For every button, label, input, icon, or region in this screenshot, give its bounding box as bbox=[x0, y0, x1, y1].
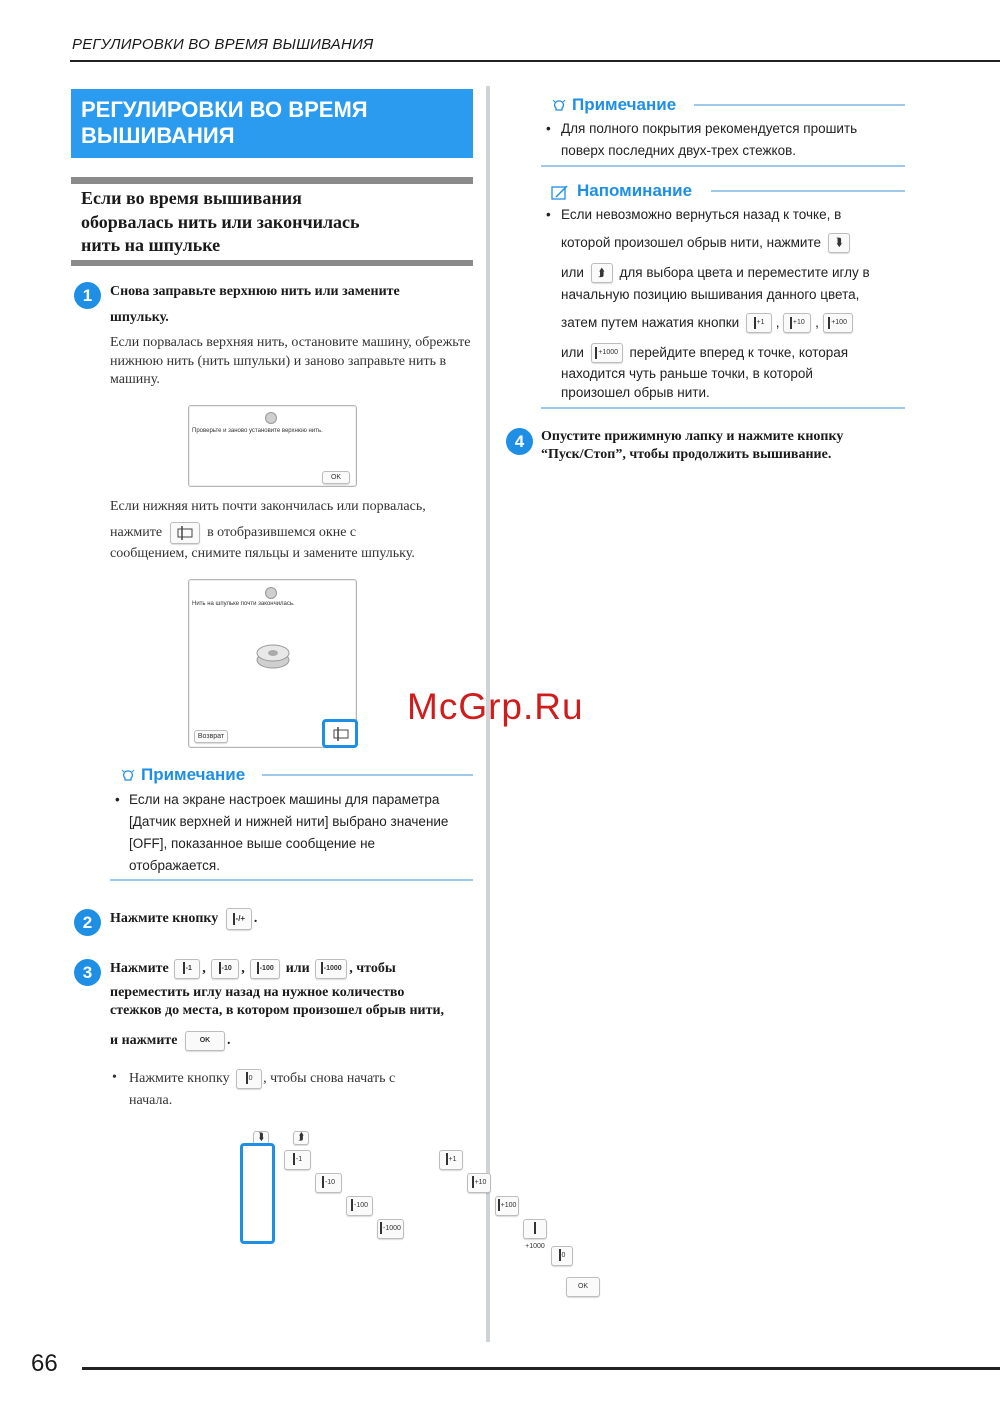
forward-1-label: +1 bbox=[756, 319, 765, 327]
memo-line-4: начальную позицию вышивания данного цвета, bbox=[561, 287, 860, 302]
bullet-pre: Нажмите кнопку bbox=[129, 1071, 230, 1086]
forward-10-label: +10 bbox=[474, 1179, 487, 1186]
memo-l6-pre: или bbox=[561, 345, 584, 360]
step-1-body-2a: Если нижняя нить почти закончилась или порвалась, bbox=[110, 499, 426, 514]
highlighted-bobbin-button[interactable] bbox=[322, 719, 358, 748]
back-100-label: -100 bbox=[259, 964, 274, 972]
back-10-label: -10 bbox=[221, 964, 232, 972]
forward-10-button[interactable] bbox=[467, 1173, 491, 1193]
back-1000-label: -1000 bbox=[383, 1225, 401, 1232]
note-1-line-4: отображается. bbox=[129, 858, 220, 873]
note-title-rule bbox=[262, 774, 473, 776]
back-10-button[interactable] bbox=[211, 959, 239, 979]
note-title: Примечание bbox=[141, 765, 246, 784]
comma: , bbox=[815, 315, 819, 330]
plus-minus-button[interactable] bbox=[226, 908, 252, 930]
step-1-number: 1 bbox=[74, 282, 101, 309]
double-chevron-up-icon[interactable]: ⮭ bbox=[591, 263, 613, 283]
back-1-label: -1 bbox=[185, 964, 192, 972]
sad-face-icon bbox=[265, 412, 277, 424]
memo-line-3 bbox=[561, 262, 906, 284]
step-3-line-1 bbox=[110, 956, 480, 982]
note-icon bbox=[551, 98, 567, 114]
bullet-dot: • bbox=[112, 1070, 117, 1085]
step-2-pre: Нажмите кнопку bbox=[110, 911, 219, 926]
forward-100-label: +100 bbox=[831, 319, 847, 327]
step-3-line-4 bbox=[110, 1028, 230, 1054]
memo-l5-pre: затем путем нажатия кнопки bbox=[561, 315, 740, 330]
step-4-text bbox=[541, 428, 911, 464]
memo-line-1: Если невозможно вернуться назад к точке, в bbox=[561, 207, 842, 222]
back-1-button[interactable] bbox=[284, 1150, 311, 1170]
step-4-line-2: “Пуск/Стоп”, чтобы продолжить вышивание. bbox=[541, 447, 832, 462]
step-1-title-line-1: Снова заправьте верхнюю нить или замените bbox=[110, 284, 400, 299]
comma: , bbox=[202, 961, 206, 976]
or-text: или bbox=[285, 961, 310, 976]
back-10-button[interactable] bbox=[315, 1173, 342, 1193]
memo-bottom-rule bbox=[541, 407, 905, 409]
back-1000-button[interactable] bbox=[377, 1219, 404, 1239]
memo-line-2 bbox=[561, 232, 906, 254]
bobbin-change-button[interactable] bbox=[170, 522, 200, 544]
note-bottom-rule bbox=[110, 879, 473, 881]
memo-line-6 bbox=[561, 342, 906, 364]
step-2-post: . bbox=[253, 911, 258, 926]
section-title-line-3: нить на шпульке bbox=[81, 235, 221, 255]
memo-icon bbox=[551, 185, 569, 201]
forward-100-label: +100 bbox=[500, 1202, 517, 1209]
step-2-number: 2 bbox=[74, 909, 101, 936]
forward-1000-label: +1000 bbox=[598, 349, 619, 357]
zero-button[interactable] bbox=[236, 1069, 262, 1089]
note-1-line-1: Если на экране настроек машины для параметра bbox=[129, 792, 440, 807]
note-title: Примечание bbox=[572, 95, 677, 114]
plus-minus-label: -/+ bbox=[235, 913, 246, 923]
banner-line-1: РЕГУЛИРОВКИ ВО ВРЕМЯ bbox=[81, 97, 368, 122]
comma: , bbox=[241, 961, 245, 976]
memo-line-7: находится чуть раньше точки, в которой bbox=[561, 366, 813, 381]
memo-l6-post: перейдите вперед к точке, которая bbox=[629, 345, 849, 360]
window-text: в отобразившемся окне с bbox=[207, 525, 357, 541]
bobbin-change-icon bbox=[332, 727, 350, 741]
back-100-label: -100 bbox=[353, 1202, 368, 1209]
zero-button[interactable] bbox=[551, 1246, 573, 1266]
section-bar-top bbox=[71, 177, 473, 184]
back-button[interactable]: Возврат bbox=[194, 730, 228, 743]
step-3-pre: Нажмите bbox=[110, 961, 169, 976]
watermark: McGrp.Ru bbox=[407, 686, 584, 727]
forward-10-label: +10 bbox=[792, 319, 805, 327]
screen-message: Проверьте и заново установите верхнюю нить. bbox=[192, 428, 323, 434]
memo-l2-text: которой произошел обрыв нити, нажмите bbox=[561, 235, 822, 250]
bullet-post: , чтобы снова начать с bbox=[263, 1071, 396, 1086]
screen-message: Нить на шпульке почти закончилась. bbox=[192, 601, 295, 607]
sad-face-icon bbox=[265, 587, 277, 599]
memo-line-8: произошел обрыв нити. bbox=[561, 385, 710, 400]
note-title-rule bbox=[694, 104, 905, 106]
step-4-line-1: Опустите прижимную лапку и нажмите кнопку bbox=[541, 429, 844, 444]
upper-thread-message-screen bbox=[188, 405, 357, 487]
bullet-dot: • bbox=[546, 121, 551, 136]
bobbin-icon bbox=[255, 640, 291, 670]
step-2-text bbox=[110, 906, 257, 932]
forward-1000-label: +1000 bbox=[525, 1243, 545, 1250]
step-1-body-1: Если порвалась верхняя нить, остановите машину, обрежьте нижнюю нить (нить шпульки) и заново заправьте нить в машину. bbox=[110, 335, 471, 387]
forward-1000-button[interactable] bbox=[591, 343, 623, 363]
double-chevron-down-icon[interactable]: ⮯ bbox=[828, 233, 850, 253]
forward-10-button[interactable] bbox=[783, 313, 811, 333]
chapter-banner bbox=[71, 89, 473, 158]
note-1-line-2: [Датчик верхней и нижней нити] выбрано значение bbox=[129, 814, 449, 829]
bullet-dot: • bbox=[546, 207, 551, 222]
forward-1-button[interactable] bbox=[439, 1150, 463, 1170]
memo-l3-post: для выбора цвета и переместите иглу в bbox=[619, 265, 870, 280]
forward-1-label: +1 bbox=[448, 1156, 457, 1163]
memo-line-5 bbox=[561, 312, 906, 334]
memo-l3-pre: или bbox=[561, 265, 584, 280]
back-100-button[interactable] bbox=[250, 959, 280, 979]
section-title bbox=[81, 187, 471, 258]
step-4-number: 4 bbox=[506, 428, 533, 455]
step-3-bullet bbox=[129, 1068, 479, 1112]
step-3-body bbox=[110, 984, 480, 1020]
section-bar-bottom bbox=[71, 260, 473, 266]
section-title-line-1: Если во время вышивания bbox=[81, 188, 302, 208]
forward-100-button[interactable] bbox=[495, 1196, 519, 1216]
note-2-line-2: поверх последних двух-трех стежков. bbox=[561, 143, 797, 158]
header-rule bbox=[70, 60, 1000, 62]
forward-1000-button[interactable] bbox=[523, 1219, 547, 1250]
step-1-body-2c: сообщением, снимите пяльцы и замените шпульку. bbox=[110, 546, 415, 561]
memo-title: Напоминание bbox=[577, 181, 693, 200]
memo-title-rule bbox=[711, 190, 905, 192]
bullet-dot: • bbox=[115, 792, 120, 807]
back-buttons-highlight bbox=[240, 1143, 275, 1244]
section-title-line-2: оборвалась нить или закончилась bbox=[81, 211, 360, 232]
step-3-line-2: переместить иглу назад на нужное количество bbox=[110, 985, 405, 1000]
banner-line-2: ВЫШИВАНИЯ bbox=[81, 123, 235, 148]
forward-1-button[interactable] bbox=[746, 313, 772, 333]
note-2-text bbox=[561, 118, 906, 162]
comma: , bbox=[775, 315, 780, 330]
back-10-label: -10 bbox=[324, 1179, 336, 1186]
running-header: РЕГУЛИРОВКИ ВО ВРЕМЯ ВЫШИВАНИЯ bbox=[72, 36, 374, 53]
note-1-text bbox=[129, 789, 479, 877]
step-3-number: 3 bbox=[74, 959, 101, 986]
bullet-line-2: начала. bbox=[129, 1093, 173, 1108]
step-3-l4-pre: и нажмите bbox=[110, 1033, 178, 1048]
note-1-line-3: [OFF], показанное выше сообщение не bbox=[129, 836, 376, 851]
forward-100-button[interactable] bbox=[823, 313, 853, 333]
back-100-button[interactable] bbox=[346, 1196, 373, 1216]
ok-button[interactable]: OK bbox=[185, 1031, 225, 1051]
double-chevron-down-icon[interactable]: ⮯ bbox=[253, 1131, 269, 1145]
step-1-title-line-2: шпульку. bbox=[110, 310, 169, 325]
back-1-label: -1 bbox=[295, 1156, 303, 1163]
note-icon bbox=[120, 768, 136, 784]
nazhmite-text: нажмите bbox=[110, 525, 163, 541]
step-3-line-3: стежков до места, в котором произошел обрыв нити, bbox=[110, 1003, 445, 1018]
zero-label: 0 bbox=[248, 1074, 253, 1082]
note-bottom-rule bbox=[541, 165, 905, 167]
step-3-l4-post: . bbox=[226, 1033, 231, 1048]
bobbin-change-icon bbox=[176, 526, 194, 540]
back-1000-label: -1000 bbox=[323, 964, 342, 972]
double-chevron-up-icon[interactable]: ⮭ bbox=[293, 1131, 309, 1145]
ok-button[interactable]: OK bbox=[322, 471, 350, 484]
ok-button[interactable]: OK bbox=[566, 1277, 600, 1297]
footer-rule bbox=[82, 1367, 1000, 1370]
step-1-body-2b bbox=[110, 522, 480, 544]
note-2-line-1: Для полного покрытия рекомендуется прошить bbox=[561, 121, 858, 136]
step-1-title bbox=[110, 279, 480, 331]
back-1-button[interactable] bbox=[174, 959, 200, 979]
step-3-post: , чтобы bbox=[349, 961, 396, 976]
back-1000-button[interactable] bbox=[315, 959, 347, 979]
zero-label: 0 bbox=[561, 1252, 566, 1259]
page-number: 66 bbox=[31, 1350, 58, 1377]
